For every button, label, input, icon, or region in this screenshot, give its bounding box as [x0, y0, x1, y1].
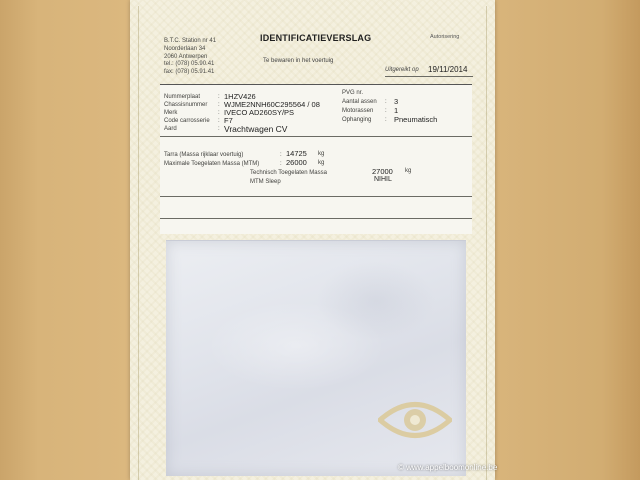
separator: :: [218, 110, 220, 116]
authorization-label: Autorisering: [430, 34, 460, 40]
plate-label: Nummerplaat: [164, 94, 201, 100]
sender-line: B.T.C. Station nr 41: [164, 38, 217, 44]
document-sheet: [130, 0, 498, 480]
issued-label: Uitgereikt op: [385, 67, 419, 73]
form-rule: [160, 196, 472, 197]
body-code-value: F7: [224, 116, 233, 125]
separator: :: [385, 99, 387, 105]
axles-value: 3: [394, 97, 399, 106]
issued-date: 19/11/2014: [428, 65, 468, 74]
technical-mass-unit: kg: [405, 168, 412, 174]
section-rule: [160, 136, 472, 137]
tarra-label: Tarra (Massa rijklaar voertuig): [164, 152, 244, 158]
keep-in-vehicle-note: Te bewaren in het voertuig: [263, 58, 334, 64]
separator: :: [218, 126, 220, 132]
suspension-label: Ophanging: [342, 117, 372, 123]
separator: :: [218, 102, 220, 108]
separator: :: [385, 108, 387, 114]
sender-line: tel.: (078) 05.90.41: [164, 61, 215, 68]
sender-line: fax: (078) 05.91.41: [164, 69, 215, 76]
watermark-text: © www.appelboomonline.be: [398, 463, 498, 472]
separator: :: [218, 118, 220, 124]
technical-mass-label: Technisch Toegelaten Massa: [250, 170, 327, 176]
block-top-rule: [160, 84, 472, 85]
motor-axles-label: Motorassen: [342, 108, 374, 114]
tarra-unit: kg: [318, 151, 325, 157]
mtm-label: Maximale Toegelaten Massa (MTM): [164, 161, 260, 167]
make-value: IVECO AD260SY/PS: [224, 108, 295, 117]
mtm-value: 26000: [286, 158, 307, 167]
motor-axles-value: 1: [394, 106, 399, 115]
chassis-label: Chassisnummer: [164, 102, 208, 108]
separator: :: [280, 161, 282, 167]
separator: :: [385, 117, 387, 123]
pvg-label: PVG nr.: [342, 90, 364, 96]
issued-underline: [385, 76, 473, 77]
separator: :: [280, 152, 282, 158]
mtm-unit: kg: [318, 160, 325, 166]
technical-mass-value: 27000: [372, 167, 393, 176]
mtm-sleep-label: MTM Sleep: [250, 179, 281, 185]
plate-value: 1HZV426: [224, 92, 256, 101]
make-label: Merk: [164, 110, 178, 116]
chassis-value: WJME2NNH60C295564 / 08: [224, 100, 320, 109]
sleeve-wrinkle: [316, 261, 436, 341]
document-title: IDENTIFICATIEVERSLAG: [260, 33, 372, 43]
sender-address: [164, 38, 216, 77]
mtm-sleep-value: NIHIL: [374, 176, 392, 183]
kind-label: Aard: [164, 126, 177, 132]
tarra-value: 14725: [286, 149, 307, 158]
form-rule: [160, 218, 472, 219]
suspension-value: Pneumatisch: [394, 115, 438, 124]
separator: :: [218, 94, 220, 100]
kind-value: Vrachtwagen CV: [224, 124, 288, 134]
axles-label: Aantal assen: [342, 99, 377, 105]
eye-logo-icon: [378, 395, 452, 445]
sender-line: Noorderlaan 34: [164, 45, 206, 52]
body-code-label: Code carrosserie: [164, 118, 210, 124]
sender-line: 2060 Antwerpen: [164, 53, 208, 60]
vehicle-data-block: [160, 84, 472, 234]
